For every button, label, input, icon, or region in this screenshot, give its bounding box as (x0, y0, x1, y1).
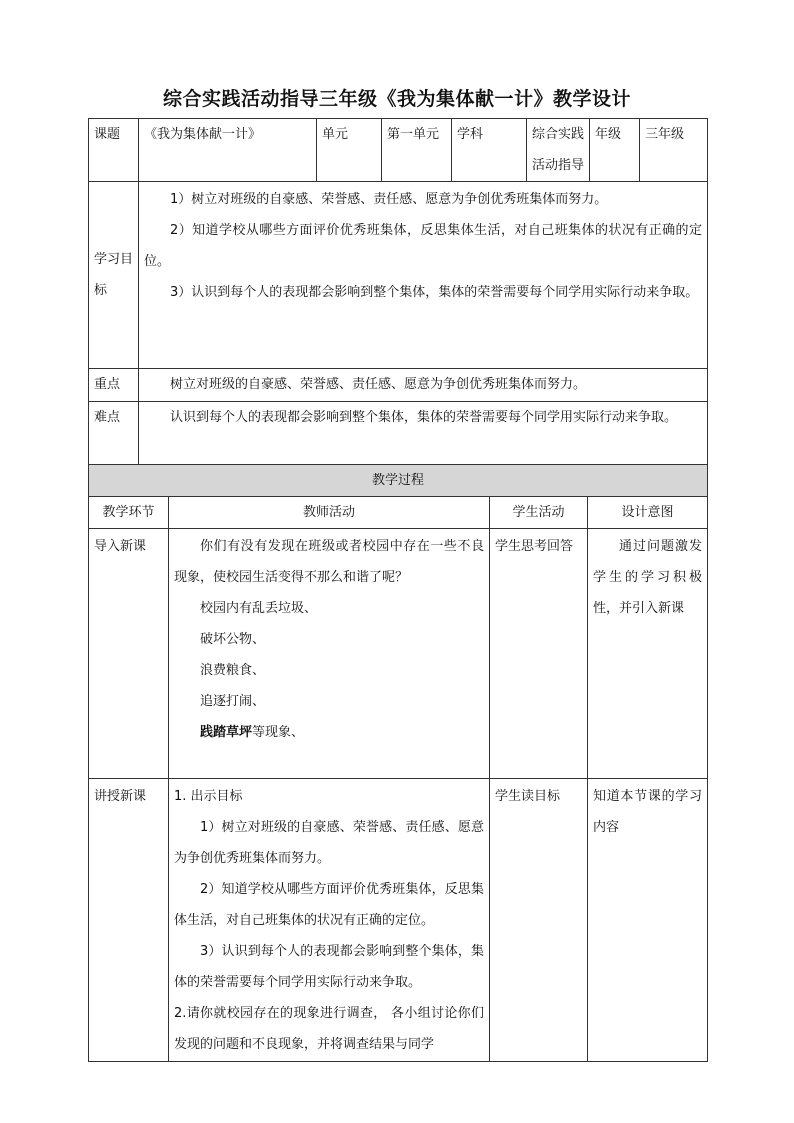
key-point-label: 重点 (89, 369, 139, 402)
column-header-row (89, 497, 708, 529)
difficulty-text: 认识到每个人的表现都会影响到整个集体，集体的荣誉需要每个同学用实际行动来争取。 (139, 402, 708, 466)
unit-label: 单元 (317, 119, 382, 182)
intro-student-activity: 学生思考回答 (490, 529, 588, 779)
example-item: 浪费粮食、 (200, 663, 266, 678)
objective-item: 2）知道学校从哪些方面评价优秀班集体，反思集体生活，对自己班集体的状况有正确的定位。 (144, 223, 702, 269)
intro-teacher-activity (169, 529, 490, 779)
column-header-stage: 教学环节 (89, 497, 169, 529)
teaching-process-table (88, 464, 708, 1062)
column-header-student: 学生活动 (490, 497, 588, 529)
example-item: 追逐打闹、 (200, 694, 266, 709)
objectives-label: 学习目标 (89, 182, 139, 369)
subject-value: 综合实践活动指导 (527, 119, 590, 182)
objective-item: 1）树立对班级的自豪感、荣誉感、责任感、愿意为争创优秀班集体而努力。 (170, 192, 608, 207)
step1-title: 1. 出示目标 (174, 789, 243, 804)
column-header-intent: 设计意图 (588, 497, 708, 529)
course-label: 课题 (89, 119, 139, 182)
document-title: 综合实践活动指导三年级《我为集体献一计》教学设计 (162, 88, 631, 110)
step2-text: 2.请你就校园存在的现象进行调查， 各小组讨论你们发现的问题和不良现象，并将调查结果与同学 (174, 1006, 484, 1052)
grade-label: 年级 (590, 119, 640, 182)
column-header-teacher: 教师活动 (169, 497, 490, 529)
difficulty-label: 难点 (89, 402, 139, 466)
objective-item: 3）认识到每个人的表现都会影响到整个集体，集体的荣誉需要每个同学用实际行动来争取。 (170, 285, 699, 300)
example-tail: 等现象、 (252, 725, 305, 740)
new-stage: 讲授新课 (89, 779, 169, 1062)
key-point-text: 树立对班级的自豪感、荣誉感、责任感、愿意为争创优秀班集体而努力。 (139, 369, 708, 402)
objectives-content (139, 182, 708, 369)
key-point-row (89, 369, 708, 402)
course-value: 《我为集体献一计》 (139, 119, 317, 182)
example-item: 破坏公物、 (200, 632, 266, 647)
intro-design-intent: 通过问题激发学生的学习积极性，并引入新课 (588, 529, 708, 779)
info-row (89, 119, 708, 182)
new-student-activity: 学生读目标 (490, 779, 588, 1062)
process-header-row (89, 465, 708, 497)
step1-item: 1）树立对班级的自豪感、荣誉感、责任感、愿意为争创优秀班集体而努力。 (174, 820, 484, 866)
step1-item: 3）认识到每个人的表现都会影响到整个集体，集体的荣誉需要每个同学用实际行动来争取。 (174, 944, 484, 990)
subject-label: 学科 (452, 119, 527, 182)
intro-stage: 导入新课 (89, 529, 169, 779)
intro-row (89, 529, 708, 779)
process-header: 教学过程 (89, 465, 708, 497)
unit-value: 第一单元 (382, 119, 452, 182)
objectives-row (89, 182, 708, 369)
step1-item: 2）知道学校从哪些方面评价优秀班集体，反思集体生活，对自己班集体的状况有正确的定位。 (174, 882, 484, 928)
intro-question: 你们有没有发现在班级或者校园中存在一些不良现象，使校园生活变得不那么和谐了呢？ (174, 539, 484, 585)
new-lesson-row (89, 779, 708, 1062)
example-item-last (174, 717, 484, 748)
bold-phrase: 践踏草坪 (200, 725, 253, 740)
example-item: 校园内有乱丢垃圾、 (200, 601, 318, 616)
difficulty-row (89, 402, 708, 466)
lesson-info-table (88, 118, 708, 466)
grade-value: 三年级 (640, 119, 708, 182)
new-design-intent: 知道本节课的学习内容 (588, 779, 708, 1062)
new-teacher-activity (169, 779, 490, 1062)
